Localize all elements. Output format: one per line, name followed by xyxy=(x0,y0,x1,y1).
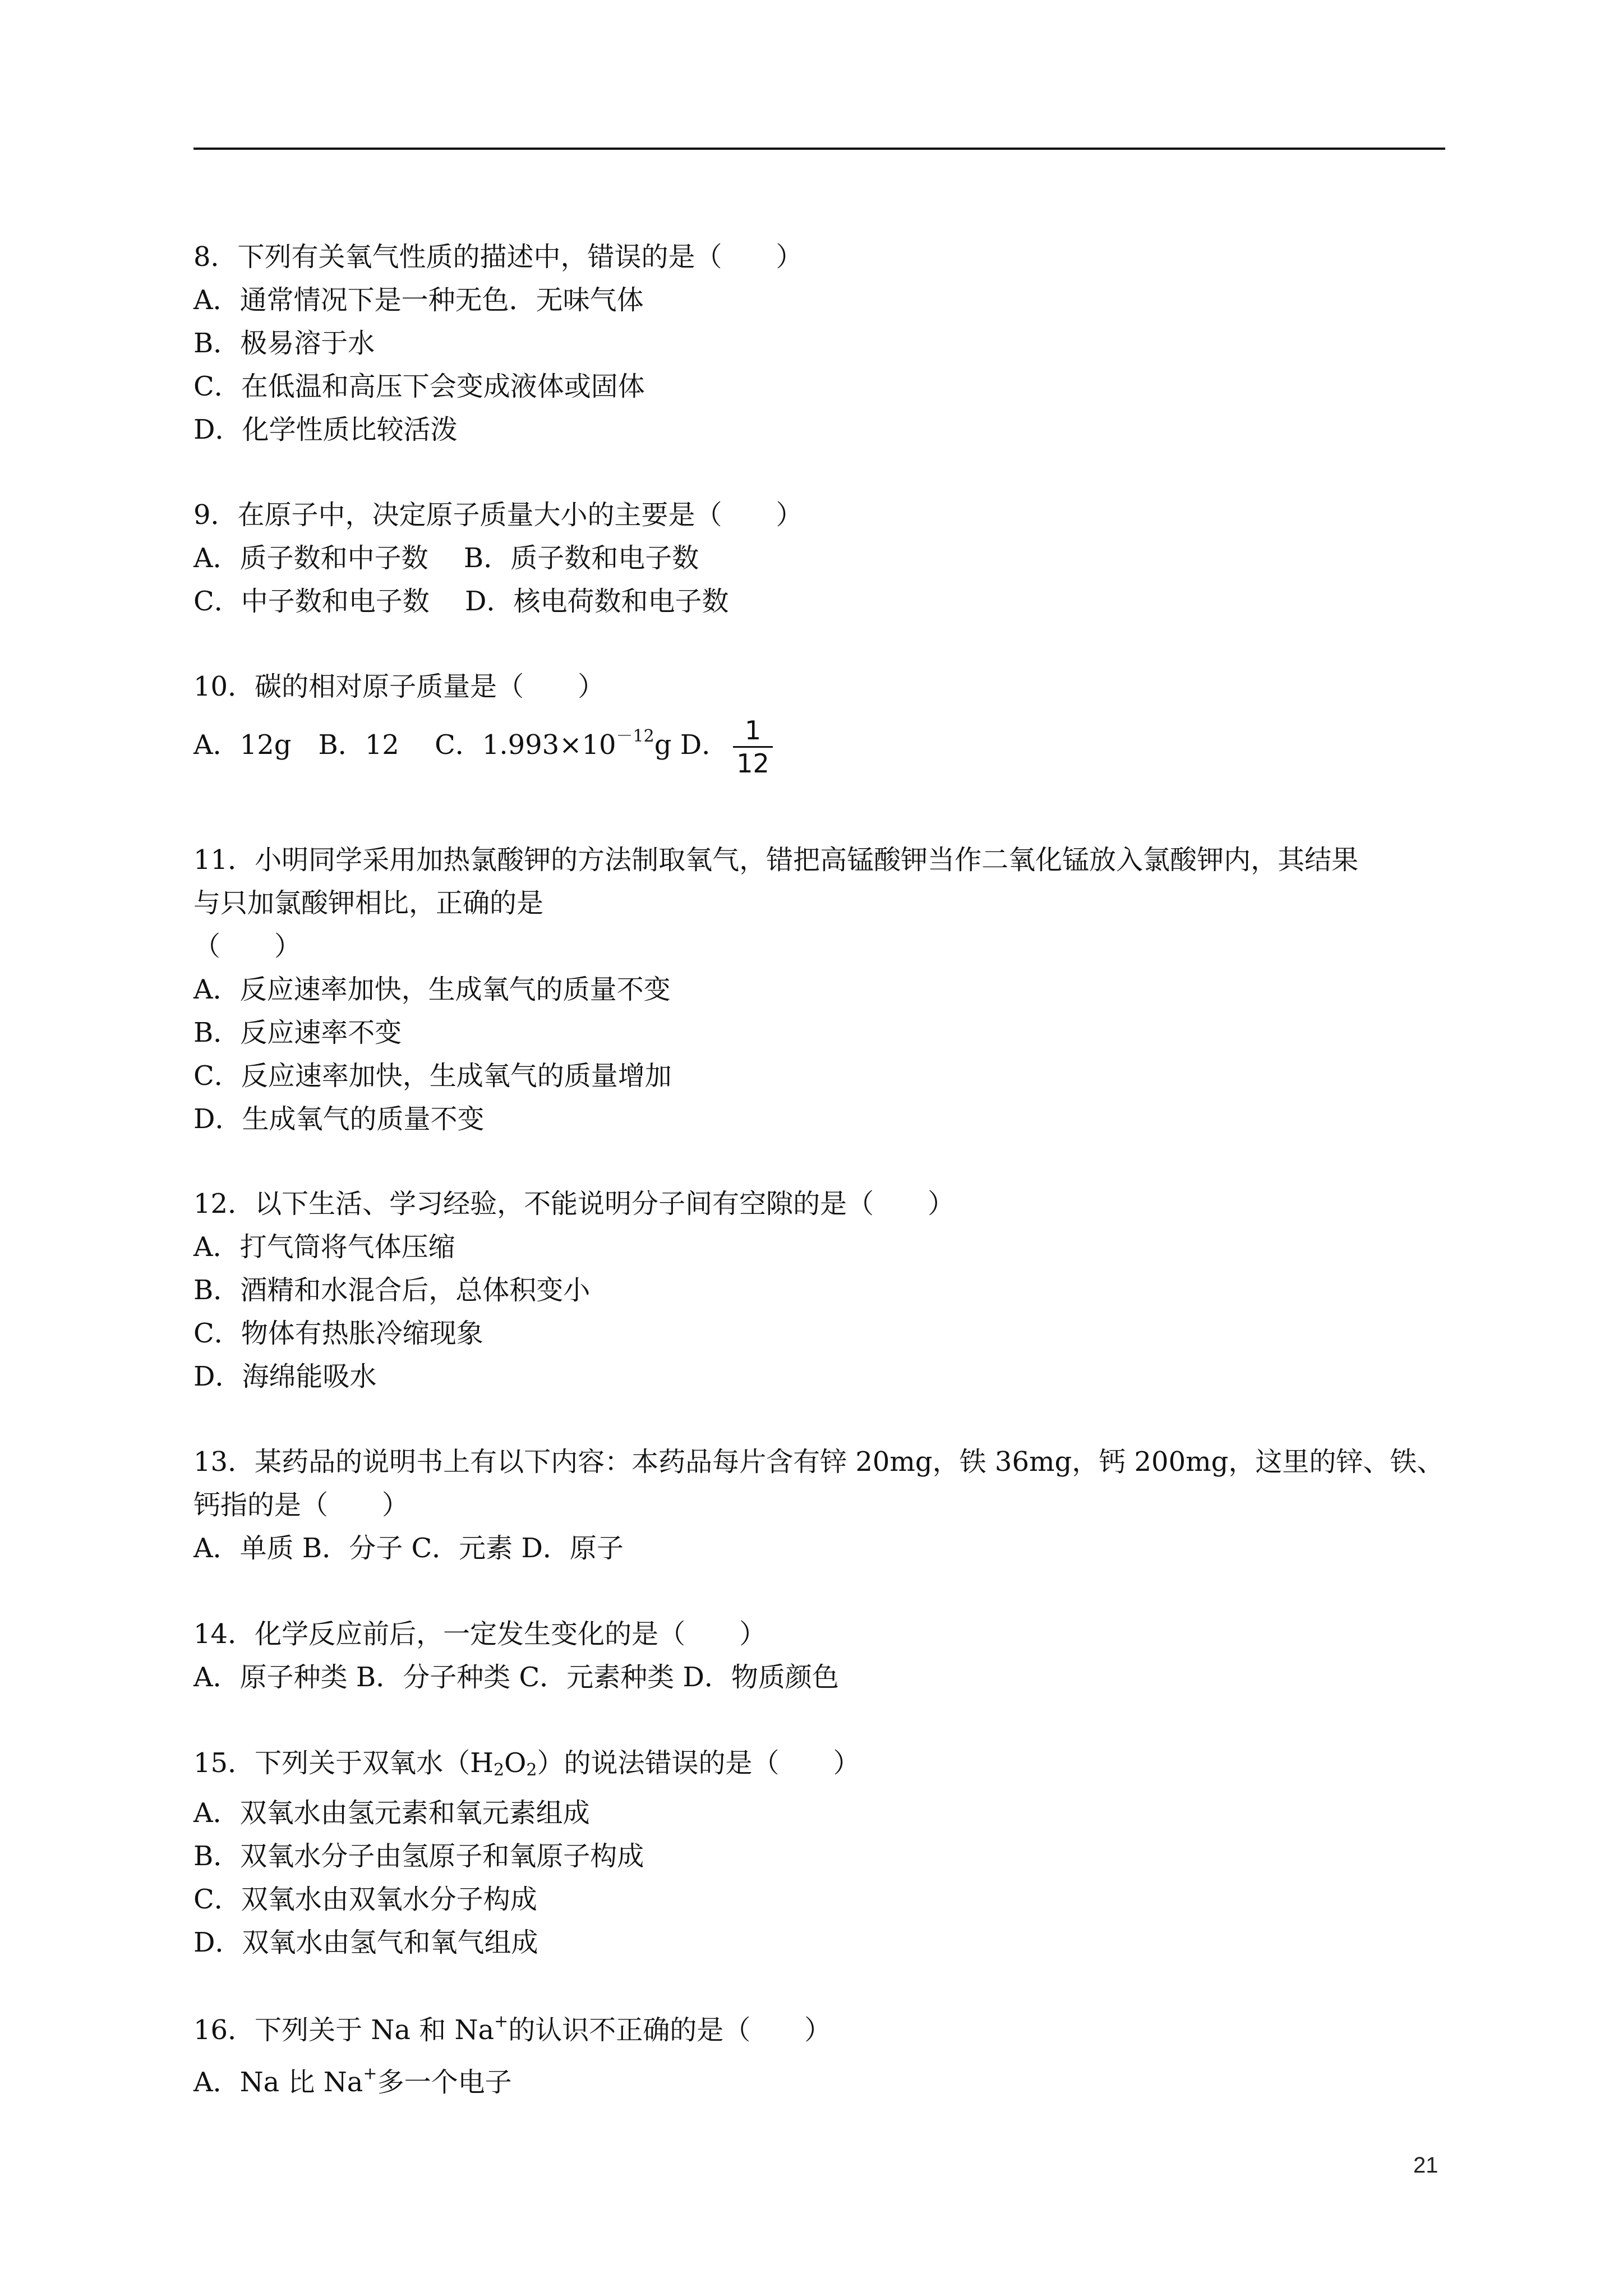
header-rule xyxy=(193,148,1445,150)
question-stem: 12．以下生活、学习经验，不能说明分子间有空隙的是（ ） xyxy=(193,1188,955,1220)
question-stem-line-3: （ ） xyxy=(193,931,302,962)
options-suffix: g D． xyxy=(654,729,729,761)
page-number: 21 xyxy=(1413,2153,1438,2178)
question-stem: 14．化学反应前后，一定发生变化的是（ ） xyxy=(193,1618,767,1650)
question-stem-line-2: 与只加氯酸钾相比，正确的是 xyxy=(193,887,544,919)
question-stem: 10．碳的相对原子质量是（ ） xyxy=(193,671,605,702)
question-13 xyxy=(193,1441,1450,1570)
option-a xyxy=(193,2052,1450,2104)
options-row xyxy=(193,708,1450,779)
option-b: B．双氧水分子由氢原子和氧原子构成 xyxy=(193,1841,644,1872)
question-9 xyxy=(193,494,1450,623)
question-stem xyxy=(193,2000,1450,2052)
question-10 xyxy=(193,665,1450,779)
question-16 xyxy=(193,2000,1450,2104)
question-14 xyxy=(193,1613,1450,1699)
superscript: + xyxy=(494,2012,509,2031)
question-15 xyxy=(193,1742,1450,1964)
question-11 xyxy=(193,839,1450,1141)
option-c: C．双氧水由双氧水分子构成 xyxy=(193,1884,537,1915)
option-c: C．物体有热胀冷缩现象 xyxy=(193,1318,483,1349)
question-stem-line-1: 11．小明同学采用加热氯酸钾的方法制取氧气，错把高锰酸钾当作二氧化锰放入氯酸钾内，其结果 xyxy=(193,844,1359,876)
fraction-one-twelfth xyxy=(733,715,773,779)
options-row: A．原子种类 B．分子种类 C．元素种类 D．物质颜色 xyxy=(193,1662,839,1693)
option-a: A．打气筒将气体压缩 xyxy=(193,1231,455,1263)
option-a: A．通常情况下是一种无色．无味气体 xyxy=(193,284,644,316)
stem-prefix: 15．下列关于双氧水（H xyxy=(193,1747,494,1779)
question-stem-line-1: 13．某药品的说明书上有以下内容：本药品每片含有锌 20mg，铁 36mg，钙 200mg，这里的锌、铁、 xyxy=(193,1446,1444,1478)
fraction-denominator: 12 xyxy=(736,748,769,779)
option-a: A．双氧水由氢元素和氧元素组成 xyxy=(193,1797,590,1829)
options-row: A．单质 B．分子 C．元素 D．原子 xyxy=(193,1533,624,1564)
question-stem: 9．在原子中，决定原子质量大小的主要是（ ） xyxy=(193,499,803,531)
option-b: B．反应速率不变 xyxy=(193,1017,402,1048)
subscript: 2 xyxy=(493,1760,505,1780)
exponent: －12 xyxy=(616,726,654,746)
option-a: A．反应速率加快，生成氧气的质量不变 xyxy=(193,974,671,1005)
question-stem-line-2: 钙指的是（ ） xyxy=(193,1489,409,1521)
options-prefix: A．12g B．12 C．1.993×10 xyxy=(193,729,616,761)
question-stem xyxy=(193,1742,1450,1792)
stem-suffix: ）的说法错误的是（ ） xyxy=(537,1747,860,1779)
fraction-numerator: 1 xyxy=(744,715,762,746)
option-b: B．极易溶于水 xyxy=(193,328,375,359)
stem-suffix: 的认识不正确的是（ ） xyxy=(508,2014,832,2046)
subscript: 2 xyxy=(526,1760,537,1780)
superscript: + xyxy=(363,2064,377,2083)
option-suffix: 多一个电子 xyxy=(377,2067,512,2098)
option-d: D．海绵能吸水 xyxy=(193,1361,377,1392)
question-12 xyxy=(193,1182,1450,1398)
option-d: D．双氧水由氢气和氧气组成 xyxy=(193,1927,538,1958)
option-d: D．生成氧气的质量不变 xyxy=(193,1103,485,1135)
option-d: D．化学性质比较活泼 xyxy=(193,414,458,445)
option-prefix: A．Na 比 Na xyxy=(193,2067,363,2098)
option-c: C．在低温和高压下会变成液体或固体 xyxy=(193,371,645,402)
stem-middle: O xyxy=(504,1747,527,1779)
options-row-1: A．质子数和中子数 B．质子数和电子数 xyxy=(193,542,699,574)
question-8 xyxy=(193,236,1450,452)
stem-prefix: 16．下列关于 Na 和 Na xyxy=(193,2014,495,2046)
option-c: C．反应速率加快，生成氧气的质量增加 xyxy=(193,1060,672,1092)
question-stem: 8．下列有关氧气性质的描述中，错误的是（ ） xyxy=(193,241,803,273)
option-b: B．酒精和水混合后，总体积变小 xyxy=(193,1274,591,1306)
options-row-2: C．中子数和电子数 D．核电荷数和电子数 xyxy=(193,586,729,617)
